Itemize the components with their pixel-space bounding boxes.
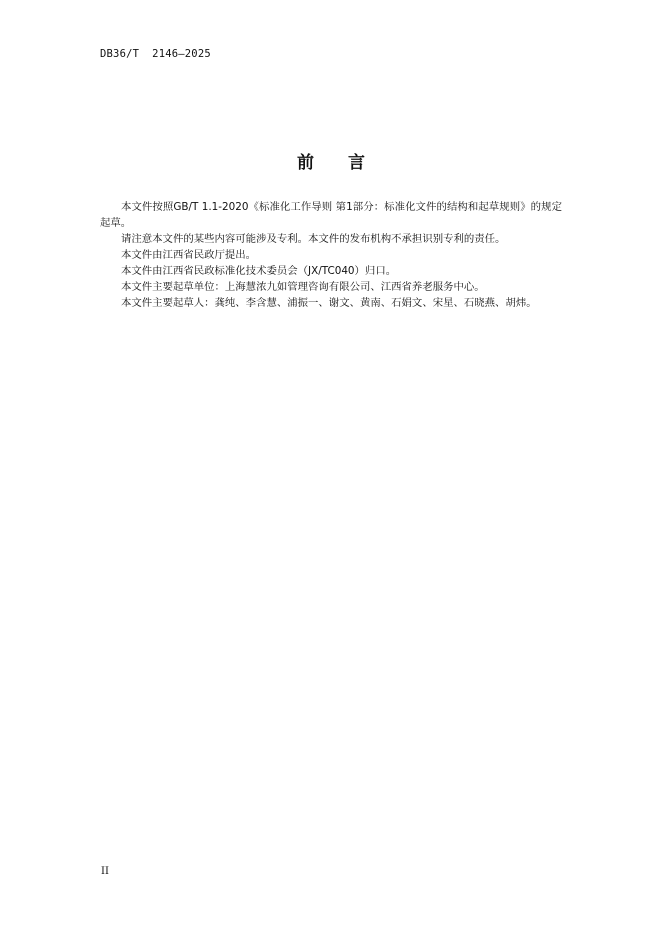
foreword-body bbox=[100, 199, 562, 311]
paragraph-drafting-rules: 本文件按照GB/T 1.1-2020《标准化工作导则 第1部分：标准化文件的结构和起草规则》的规定起草。 bbox=[100, 201, 562, 229]
paragraph-drafters: 本文件主要起草人：龚纯、李含慧、浦振一、谢文、黄南、石娟文、宋星、石晓燕、胡炜。 bbox=[121, 297, 537, 309]
paragraph-patent-notice: 请注意本文件的某些内容可能涉及专利。本文件的发布机构不承担识别专利的责任。 bbox=[121, 233, 506, 245]
standard-code: DB36/T 2146—2025 bbox=[100, 48, 211, 60]
paragraph-drafting-units: 本文件主要起草单位：上海慧浓九如管理咨询有限公司、江西省养老服务中心。 bbox=[121, 281, 485, 293]
page-title: 前 言 bbox=[297, 153, 379, 173]
paragraph-proposed-by: 本文件由江西省民政厅提出。 bbox=[121, 249, 257, 261]
paragraph-technical-committee: 本文件由江西省民政标准化技术委员会（JX/TC040）归口。 bbox=[121, 265, 397, 277]
page-number: II bbox=[101, 866, 109, 877]
